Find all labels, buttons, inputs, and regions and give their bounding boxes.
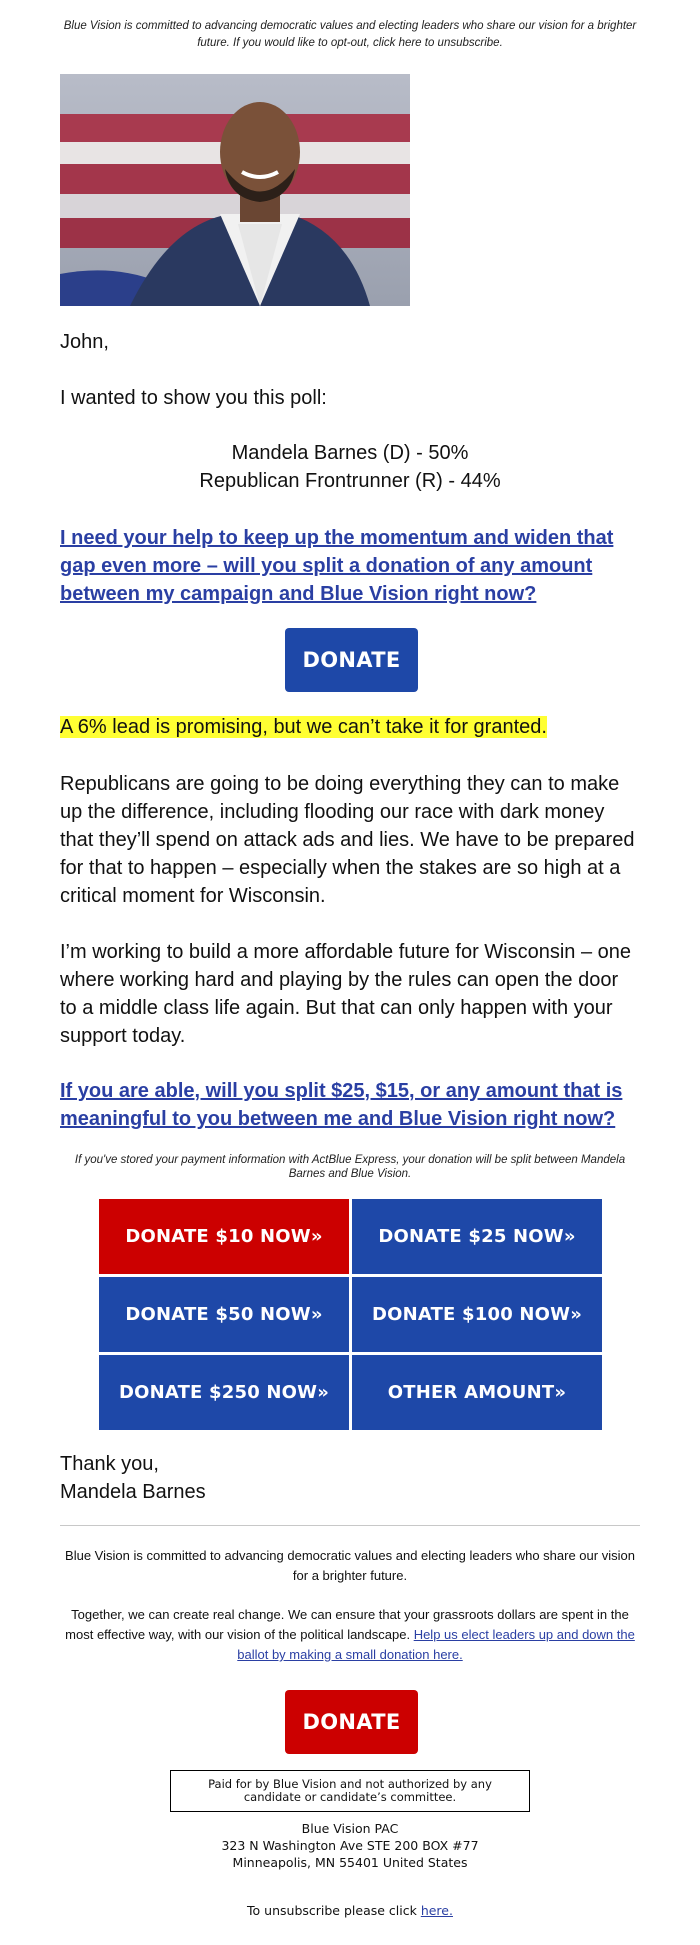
- highlight-text: A 6% lead is promising, but we can’t take it for granted.: [60, 716, 547, 738]
- ask-link-split-donation[interactable]: I need your help to keep up the momentum and widen that gap even more – will you split a donation of any amount between my campaign and Blue Vision right now?: [60, 527, 614, 605]
- signature: Mandela Barnes: [60, 1481, 206, 1503]
- donation-button-grid: [99, 1199, 602, 1430]
- actblue-fine-print: If you've stored your payment information with ActBlue Express, your donation will be split between Mandela Barnes and Blue Vision.: [74, 1154, 626, 1180]
- donate-250-button[interactable]: DONATE $250 NOW»: [99, 1355, 349, 1430]
- footer-mission: Blue Vision is committed to advancing democratic values and electing leaders who share our vision for a brighter future.: [65, 1548, 635, 1583]
- signoff: [60, 1450, 640, 1506]
- donate-100-button[interactable]: DONATE $100 NOW»: [352, 1277, 602, 1352]
- highlight-lead: [60, 713, 547, 741]
- paragraph-republicans: Republicans are going to be doing everything they can to make up the difference, including flooding our race with dark money that they’ll spend on attack ads and lies. We have to be prepared for that to happen – especially when the stakes are so high at a critical moment for Wisconsin.: [60, 773, 635, 907]
- address-line-1: 323 N Washington Ave STE 200 BOX #77: [221, 1838, 479, 1853]
- donate-button[interactable]: DONATE: [285, 628, 418, 692]
- address-line-2: Minneapolis, MN 55401 United States: [232, 1855, 468, 1870]
- other-amount-button[interactable]: OTHER AMOUNT»: [352, 1355, 602, 1430]
- donate-50-button[interactable]: DONATE $50 NOW»: [99, 1277, 349, 1352]
- poll-result-republican: Republican Frontrunner (R) - 44%: [199, 470, 501, 492]
- footer-together-text: Together, we can create real change. We can ensure that your grassroots dollars are spent in the most effective way, with our vision of the political landscape.: [65, 1607, 629, 1642]
- closing-line: Thank you,: [60, 1453, 159, 1475]
- footer-donate-button[interactable]: DONATE: [285, 1690, 418, 1754]
- footer-donate-link[interactable]: Help us elect leaders up and down the ballot by making a small donation here.: [237, 1627, 635, 1662]
- paid-for-disclaimer: Paid for by Blue Vision and not authorized by any candidate or candidate’s committee.: [170, 1770, 530, 1812]
- preheader-text: Blue Vision is committed to advancing democratic values and electing leaders who share our vision for a brighter future. If you would like to opt-out, click here to unsubscribe.: [63, 20, 637, 49]
- salutation: John,: [60, 331, 109, 353]
- unsubscribe-line: [60, 1902, 640, 1919]
- unsubscribe-text: To unsubscribe please click: [247, 1903, 421, 1918]
- intro-line: I wanted to show you this poll:: [60, 387, 327, 409]
- donate-10-button[interactable]: DONATE $10 NOW»: [99, 1199, 349, 1274]
- hero-image: [60, 74, 410, 306]
- footer-divider: [60, 1525, 640, 1526]
- donate-25-button[interactable]: DONATE $25 NOW»: [352, 1199, 602, 1274]
- candidate-photo: [60, 74, 410, 306]
- poll-result-barnes: Mandela Barnes (D) - 50%: [231, 442, 469, 464]
- footer-together: [60, 1605, 640, 1665]
- ask-link-split-amount[interactable]: If you are able, will you split $25, $15, or any amount that is meaningful to you between me and Blue Vision right now?: [60, 1080, 623, 1130]
- unsubscribe-link[interactable]: here.: [420, 1903, 453, 1918]
- org-name: Blue Vision PAC: [301, 1821, 399, 1836]
- paragraph-affordable-future: I’m working to build a more affordable future for Wisconsin – one where working hard and playing by the rules can open the door to a middle class life again. But that can only happen with your support today.: [60, 941, 632, 1047]
